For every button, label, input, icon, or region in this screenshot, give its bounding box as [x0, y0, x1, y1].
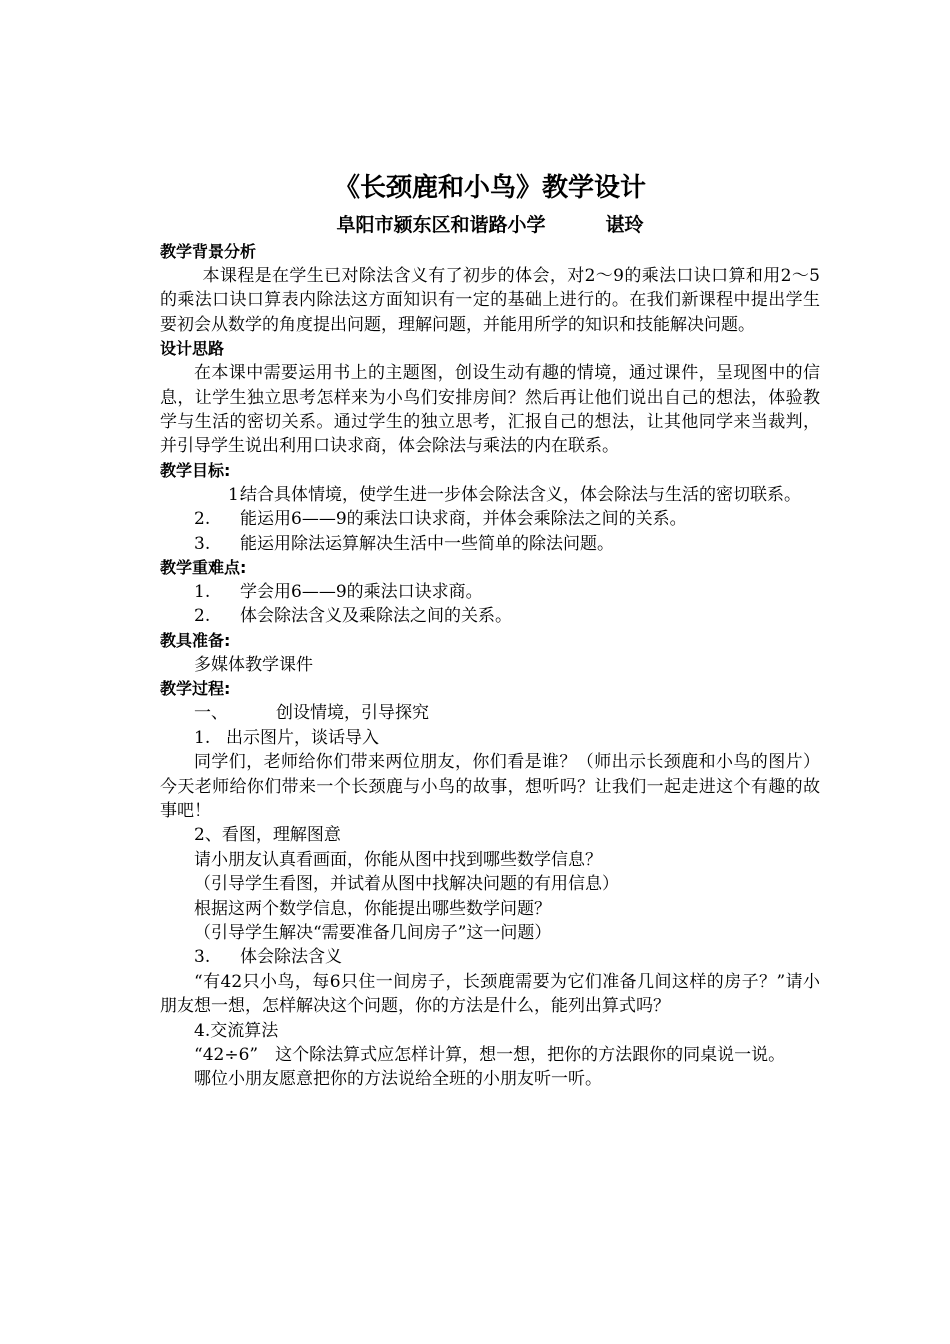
step-text: 同学们，老师给你们带来两位朋友，你们看是谁？（师出示长颈鹿和小鸟的图片）今天老师给你们带来一个长颈鹿与小鸟的故事，想听吗？让我们一起走进这个有趣的故事吧！: [160, 752, 820, 821]
goal-text: 结合具体情境，使学生进一步体会除法含义，体会除法与生活的密切联系。: [240, 484, 801, 505]
goal-number: 3.: [194, 533, 211, 554]
step-line: 根据这两个数学信息，你能提出哪些数学问题？: [194, 898, 551, 919]
key-point-item: [160, 580, 820, 604]
background-heading: 教学背景分析: [160, 242, 257, 261]
step-title: 2、看图，理解图意: [194, 825, 341, 846]
process-part-title: [160, 701, 820, 725]
goal-number: 2.: [194, 509, 211, 530]
step-text: “42÷6” 这个除法算式应怎样计算，想一想，把你的方法跟你的同桌说一说。: [194, 1044, 786, 1065]
step-title: [160, 945, 820, 969]
goal-number: 1.: [228, 484, 245, 505]
author-name: 谌玲: [605, 214, 644, 236]
key-point-text: 学会用6——9的乘法口诀求商。: [240, 582, 483, 603]
step-number: 3.: [194, 947, 211, 968]
goals-heading: 教学目标:: [160, 460, 231, 480]
materials-heading: 教具准备:: [160, 630, 231, 650]
goal-text: 能运用除法运算解决生活中一些简单的除法问题。: [240, 533, 614, 554]
goal-item: [160, 507, 820, 531]
step-line: （引导学生解决“需要准备几间房子”这一问题）: [194, 922, 552, 943]
step-title-text: 体会除法含义: [240, 947, 342, 968]
step-title: 4.交流算法: [194, 1020, 279, 1041]
step-line: 哪位小朋友愿意把你的方法说给全班的小朋友听一听。: [194, 1069, 602, 1090]
step-title-text: 出示图片，谈话导入: [226, 727, 379, 748]
step-title: [160, 726, 820, 750]
part-number: 一、: [194, 703, 228, 724]
document-byline: [160, 210, 820, 240]
document-title: 《长颈鹿和小鸟》教学设计: [333, 173, 646, 203]
key-point-number: 2.: [194, 606, 211, 627]
goal-item: [160, 532, 820, 556]
step-line: 请小朋友认真看画面，你能从图中找到哪些数学信息？: [194, 849, 602, 870]
process-heading: 教学过程:: [160, 679, 231, 699]
key-point-item: [160, 604, 820, 628]
key-point-number: 1.: [194, 582, 211, 603]
step-number: 1.: [194, 727, 211, 748]
school-name: 阜阳市颍东区和谐路小学: [336, 214, 546, 236]
key-point-text: 体会除法含义及乘除法之间的关系。: [240, 606, 512, 627]
background-text: 本课程是在学生已对除法含义有了初步的体会，对2～9的乘法口诀口算和用2～5的乘法口诀口算表内除法这方面知识有一定的基础上进行的。在我们新课程中提出学生要初会从数学的角度提出问题，理解问题，并能用所学的知识和技能解决问题。: [160, 266, 820, 335]
goal-item: [160, 483, 820, 507]
key-points-heading: 教学重难点:: [160, 558, 247, 578]
goal-text: 能运用6——9的乘法口诀求商，并体会乘除法之间的关系。: [240, 509, 687, 530]
step-text: “有42只小鸟，每6只住一间房子，长颈鹿需要为它们准备几间这样的房子？”请小朋友想一想，怎样解决这个问题，你的方法是什么，能列出算式吗？: [160, 971, 820, 1017]
design-heading: 设计思路: [160, 339, 225, 359]
part-title: 创设情境，引导探究: [276, 703, 429, 724]
design-text: 在本课中需要运用书上的主题图，创设生动有趣的情境，通过课件，呈现图中的信息，让学生独立思考怎样来为小鸟们安排房间？然后再让他们说出自己的想法，体验教学与生活的密切关系。通过学生的独立思考，汇报自己的想法，让其他同学来当裁判，并引导学生说出利用口诀求商，体会除法与乘法的内在联系。: [160, 363, 820, 457]
step-line: （引导学生看图，并试着从图中找解决问题的有用信息）: [194, 874, 619, 895]
document-page: [160, 168, 820, 1092]
materials-text: 多媒体教学课件: [194, 654, 313, 675]
